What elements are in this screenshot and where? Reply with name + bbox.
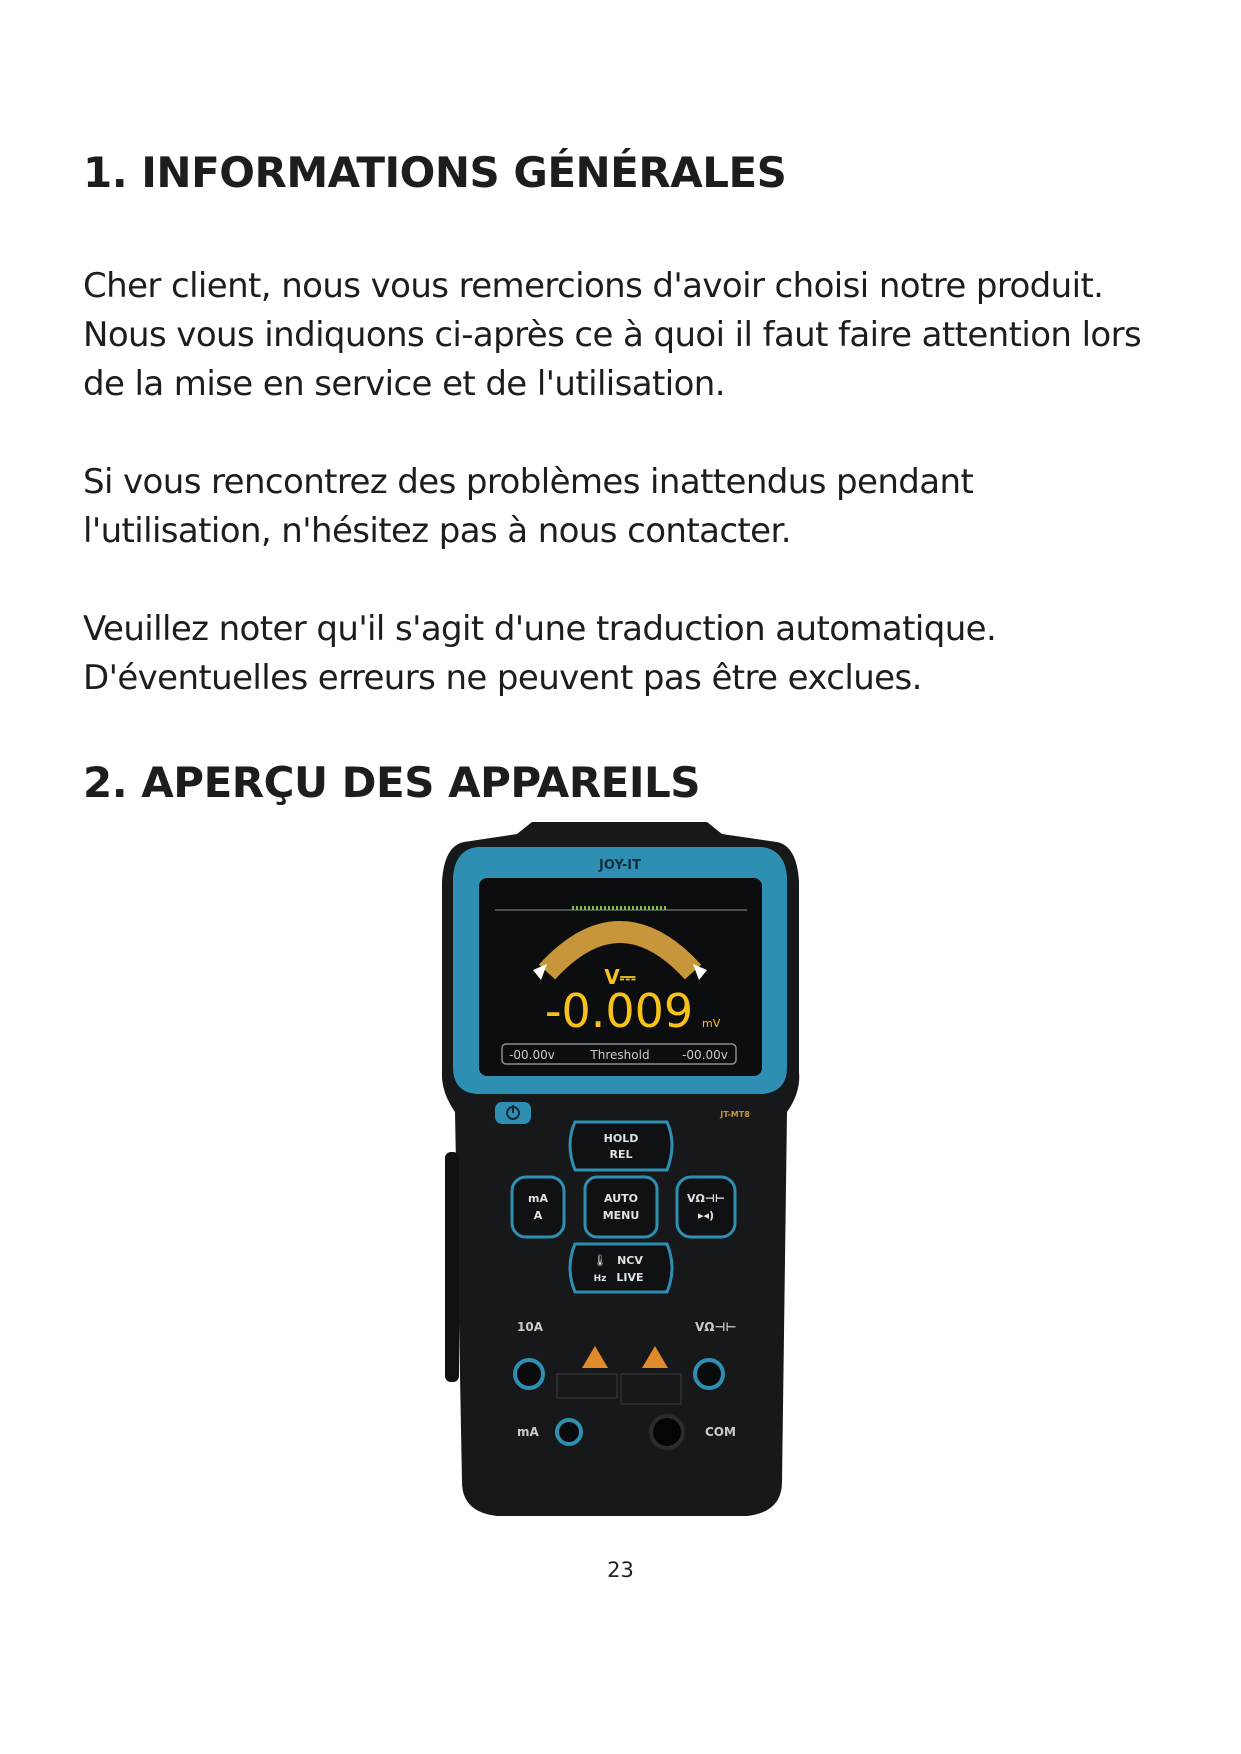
section-heading-device-overview: 2. APERÇU DES APPAREILS (83, 758, 700, 807)
multimeter-image (437, 822, 804, 1520)
auto-menu-button[interactable] (585, 1177, 657, 1237)
left-grip (445, 1152, 459, 1382)
paragraph-translation-note: Veuillez noter qu'il s'agit d'une traduction automatique. D'éventuelles erreurs ne peuvent pas être exclues. (83, 609, 997, 698)
rel-label: REL (609, 1148, 633, 1161)
multimeter-illustration (437, 822, 804, 1520)
paragraph-contact: Si vous rencontrez des problèmes inattendus pendant l'utilisation, n'hésitez pas à nous contacter. (83, 462, 974, 551)
jack-ma-label: mA (517, 1425, 539, 1439)
menu-label: MENU (602, 1209, 640, 1222)
section-heading-general-info: 1. INFORMATIONS GÉNÉRALES (83, 148, 787, 197)
v-ohm-button[interactable] (677, 1177, 735, 1237)
jack-v-ohm[interactable] (695, 1360, 723, 1388)
hold-label: HOLD (603, 1132, 639, 1145)
v-ohm-label: VΩ⊣⊢ (687, 1192, 725, 1205)
ncv-label: NCV (617, 1254, 643, 1267)
jack-10a-label: 10A (517, 1320, 543, 1334)
jack-com[interactable] (651, 1416, 683, 1448)
jack-10a[interactable] (515, 1360, 543, 1388)
jack-v-ohm-label: VΩ⊣⊢ (695, 1320, 737, 1334)
hz-label: Hz (593, 1274, 607, 1284)
live-label: LIVE (616, 1271, 644, 1284)
display-mode: V⎓ (604, 965, 636, 989)
a-label: A (533, 1209, 543, 1222)
model-label: JT-MT8 (720, 1110, 750, 1119)
display-reading: -0.009 (544, 984, 694, 1038)
threshold-label: Threshold (590, 1048, 650, 1062)
hold-rel-button[interactable] (570, 1122, 672, 1170)
jack-com-label: COM (705, 1425, 736, 1439)
brand-logo: JOY-IT (598, 858, 642, 873)
ma-label: mA (528, 1192, 548, 1205)
thermometer-icon: 🌡 (593, 1254, 607, 1267)
auto-label: AUTO (604, 1192, 638, 1205)
continuity-label: ▸◂) (697, 1209, 715, 1222)
jack-ma[interactable] (557, 1420, 581, 1444)
threshold-right-value: -00.00v (682, 1048, 728, 1062)
threshold-left-value: -00.00v (509, 1048, 555, 1062)
ncv-live-button[interactable] (570, 1244, 672, 1292)
ma-a-button[interactable] (512, 1177, 564, 1237)
page-number: 23 (607, 1558, 634, 1582)
display-unit: mV (702, 1017, 721, 1030)
paragraph-welcome: Cher client, nous vous remercions d'avoir choisi notre produit. Nous vous indiquons ci-après ce à quoi il faut faire attention lors de la mise en service et de l'utilisation. (83, 266, 1142, 404)
